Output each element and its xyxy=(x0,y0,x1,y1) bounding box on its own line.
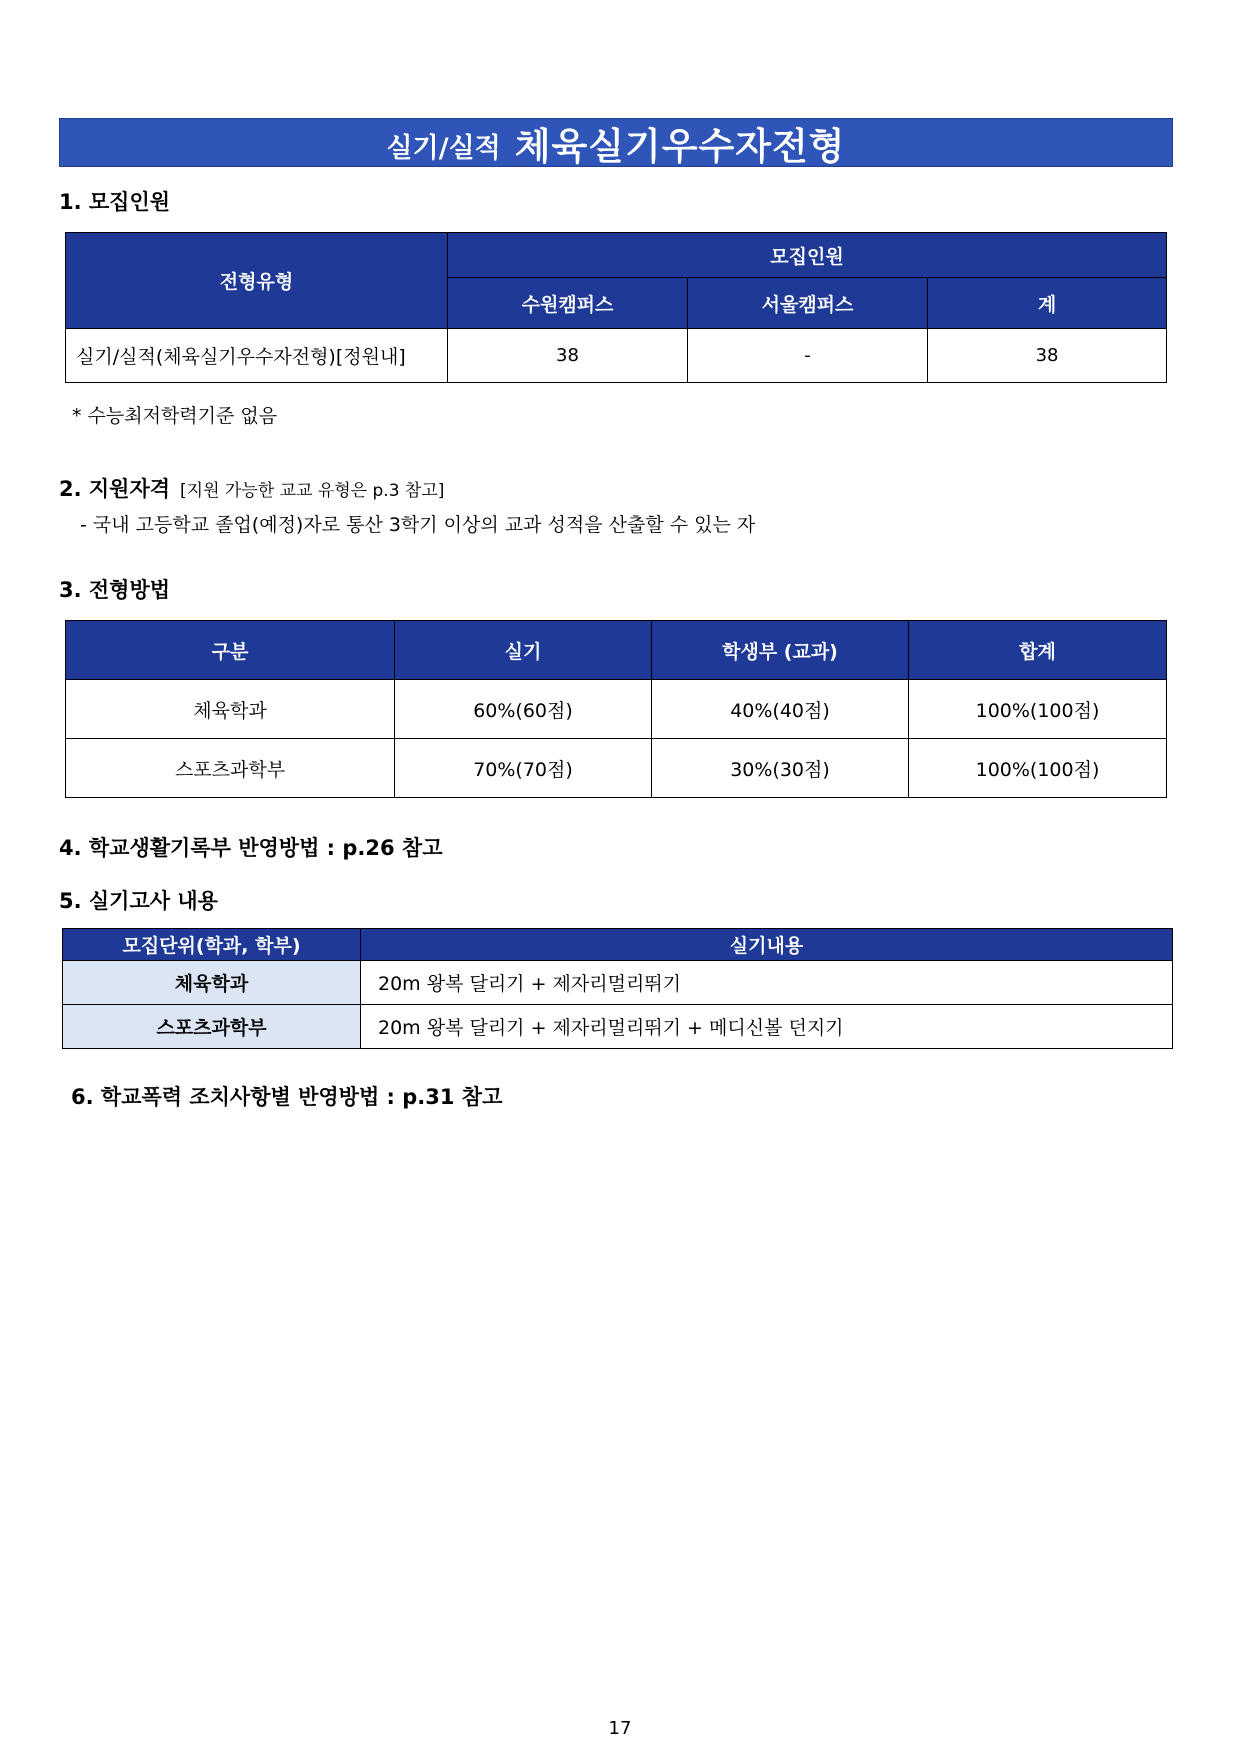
table-row xyxy=(63,961,1173,1005)
header-category: 구분 xyxy=(66,621,395,680)
table-row xyxy=(66,329,1167,383)
cell-practical: 60%(60점) xyxy=(395,680,652,739)
header-sum: 합계 xyxy=(909,621,1167,680)
cell-content: 20m 왕복 달리기 + 제자리멀리뛰기 xyxy=(361,961,1173,1005)
cell-record: 30%(30점) xyxy=(652,739,909,798)
page-title-bar xyxy=(59,118,1173,167)
header-record: 학생부 (교과) xyxy=(652,621,909,680)
page-number: 17 xyxy=(608,1718,632,1739)
table-row xyxy=(63,1005,1173,1049)
cell-dept: 체육학과 xyxy=(66,680,395,739)
cell-type: 실기/실적(체육실기우수자전형)[정원내] xyxy=(66,329,448,383)
section4-heading: 4. 학교생활기록부 반영방법 : p.26 참고 xyxy=(59,836,443,860)
page-title: 체육실기우수자전형 xyxy=(514,124,846,168)
header-content: 실기내용 xyxy=(361,929,1173,961)
cell-seoul: - xyxy=(688,329,928,383)
section6-heading: 6. 학교폭력 조치사항별 반영방법 : p.31 참고 xyxy=(71,1085,503,1109)
header-practical: 실기 xyxy=(395,621,652,680)
cell-practical: 70%(70점) xyxy=(395,739,652,798)
table-row xyxy=(66,680,1167,739)
cell-suwon: 38 xyxy=(448,329,688,383)
cell-sum: 100%(100점) xyxy=(909,680,1167,739)
section2-note: [지원 가능한 교교 유형은 p.3 참고] xyxy=(180,481,445,501)
cell-unit: 체육학과 xyxy=(63,961,361,1005)
cell-total: 38 xyxy=(928,329,1167,383)
section1-heading: 1. 모집인원 xyxy=(59,190,171,214)
selection-method-table xyxy=(65,620,1167,798)
cell-record: 40%(40점) xyxy=(652,680,909,739)
section3-heading: 3. 전형방법 xyxy=(59,578,171,602)
col-total-header: 계 xyxy=(928,278,1167,329)
col-type-header: 전형유형 xyxy=(66,233,448,329)
section2-heading-line xyxy=(59,473,444,503)
col-recruit-header: 모집인원 xyxy=(448,233,1167,278)
section2-heading: 2. 지원자격 xyxy=(59,477,171,501)
cell-dept: 스포츠과학부 xyxy=(66,739,395,798)
cell-unit: 스포츠과학부 xyxy=(63,1005,361,1049)
section1-note: * 수능최저학력기준 없음 xyxy=(72,405,278,427)
section2-text: - 국내 고등학교 졸업(예정)자로 통산 3학기 이상의 교과 성적을 산출할 수 있는 자 xyxy=(80,514,756,536)
recruitment-table xyxy=(65,232,1167,383)
header-unit: 모집단위(학과, 학부) xyxy=(63,929,361,961)
cell-content: 20m 왕복 달리기 + 제자리멀리뛰기 + 메디신볼 던지기 xyxy=(361,1005,1173,1049)
section5-heading: 5. 실기고사 내용 xyxy=(59,889,218,913)
col-suwon-header: 수원캠퍼스 xyxy=(448,278,688,329)
cell-sum: 100%(100점) xyxy=(909,739,1167,798)
col-seoul-header: 서울캠퍼스 xyxy=(688,278,928,329)
table-row xyxy=(66,739,1167,798)
practical-exam-table xyxy=(62,928,1173,1049)
title-prefix: 실기/실적 xyxy=(386,133,501,164)
